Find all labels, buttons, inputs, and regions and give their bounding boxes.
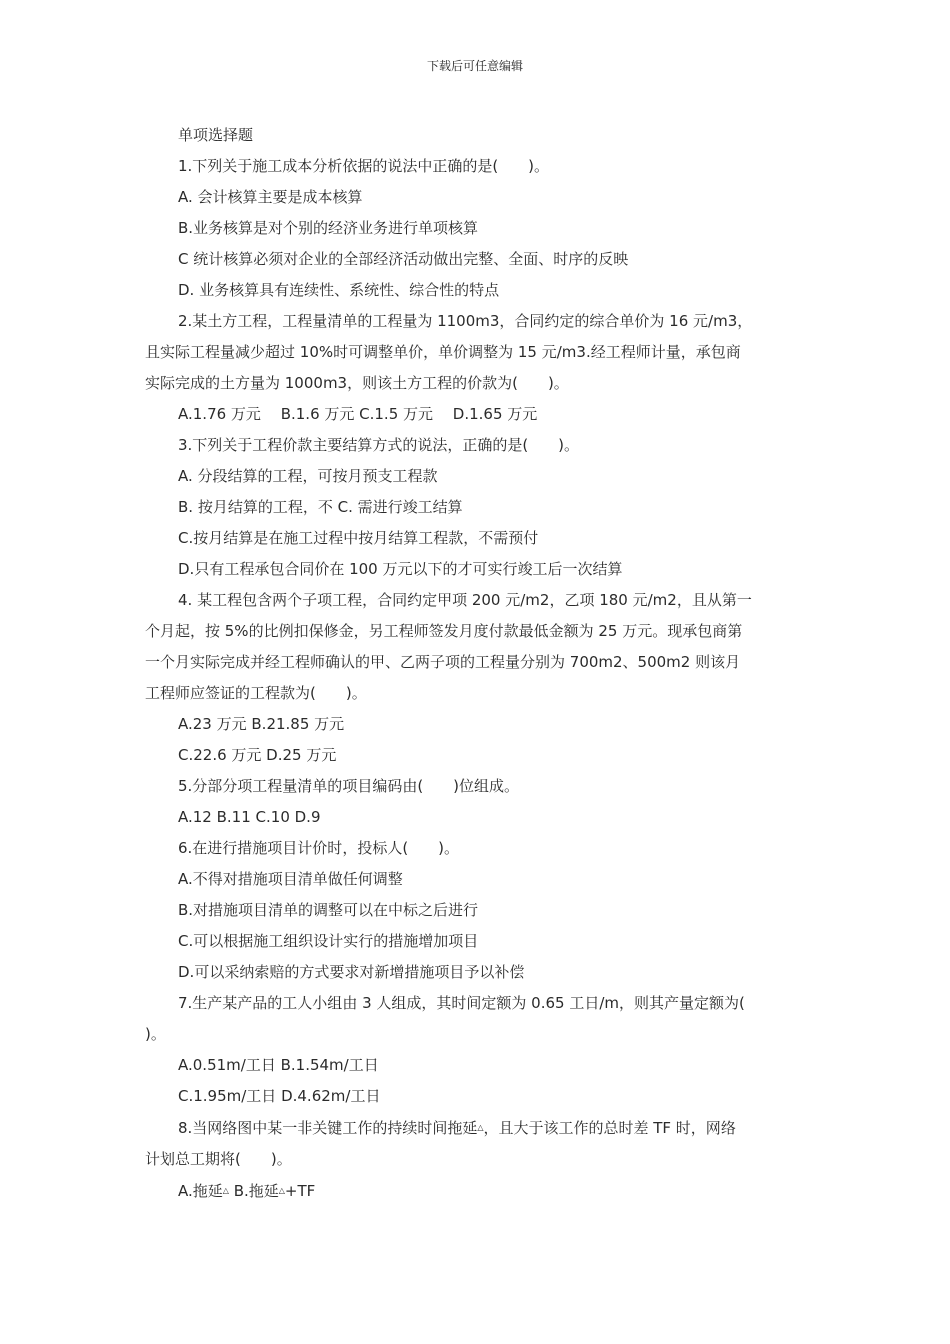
question-3-option-b: B. 按月结算的工程，不 C. 需进行竣工结算 [178, 498, 463, 516]
question-1-option-c: C 统计核算必须对企业的全部经济活动做出完整、全面、时序的反映 [178, 250, 629, 268]
section-title: 单项选择题 [178, 126, 254, 144]
triangle-symbol-icon: △ [222, 1186, 229, 1195]
question-7-options-cd: C.1.95m/工日 D.4.62m/工日 [178, 1087, 381, 1105]
question-7-stem-line-1: 7.生产某产品的工人小组由 3 人组成，其时间定额为 0.65 工日/m，则其产量定额为( [178, 994, 745, 1012]
triangle-symbol-icon: △ [477, 1123, 484, 1132]
question-6-option-a: A.不得对措施项目清单做任何调整 [178, 870, 403, 888]
question-1-option-a: A. 会计核算主要是成本核算 [178, 188, 363, 206]
question-2-stem-line-3: 实际完成的土方量为 1000m3，则该土方工程的价款为( )。 [145, 374, 569, 392]
document-body [145, 120, 810, 1207]
question-3-stem: 3.下列关于工程价款主要结算方式的说法，正确的是( )。 [178, 436, 580, 454]
question-8-stem-line-1 [145, 1112, 810, 1144]
question-7-stem-line-2: )。 [145, 1025, 166, 1043]
question-3-option-d: D.只有工程承包合同价在 100 万元以下的才可实行竣工后一次结算 [178, 560, 623, 578]
question-2-stem-line-2: 且实际工程量减少超过 10%时可调整单价，单价调整为 15 元/m3.经工程师计量，承包商 [145, 343, 741, 361]
question-3-option-a: A. 分段结算的工程，可按月预支工程款 [178, 467, 438, 485]
question-8-option-b: B.拖延 [228, 1182, 279, 1200]
question-8-stem-text-b: ，且大于该工作的总时差 TF 时，网络 [483, 1119, 736, 1137]
question-8-stem-text-a: 8.当网络图中某一非关键工作的持续时间拖延 [178, 1119, 478, 1137]
question-1-option-d: D. 业务核算具有连续性、系统性、综合性的特点 [178, 281, 500, 299]
question-6-option-c: C.可以根据施工组织设计实行的措施增加项目 [178, 932, 479, 950]
question-4-stem-line-1: 4. 某工程包含两个子项工程，合同约定甲项 200 元/m2，乙项 180 元/m2，且从第一 [178, 591, 752, 609]
question-4-stem-line-2: 个月起，按 5%的比例扣保修金，另工程师签发月度付款最低金额为 25 万元。现承包商第 [145, 622, 743, 640]
question-7-options-ab: A.0.51m/工日 B.1.54m/工日 [178, 1056, 379, 1074]
question-5-stem: 5.分部分项工程量清单的项目编码由( )位组成。 [178, 777, 520, 795]
question-4-options-cd: C.22.6 万元 D.25 万元 [178, 746, 337, 764]
question-6-option-d: D.可以采纳索赔的方式要求对新增措施项目予以补偿 [178, 963, 525, 981]
question-4-stem-line-3: 一个月实际完成并经工程师确认的甲、乙两子项的工程量分别为 700m2、500m2 则该月 [145, 653, 741, 671]
question-8-option-a: A.拖延 [178, 1182, 223, 1200]
question-1-stem: 1.下列关于施工成本分析依据的说法中正确的是( )。 [178, 157, 550, 175]
question-6-stem: 6.在进行措施项目计价时，投标人( )。 [178, 839, 460, 857]
question-4-options-ab: A.23 万元 B.21.85 万元 [178, 715, 345, 733]
question-3-option-c: C.按月结算是在施工过程中按月结算工程款，不需预付 [178, 529, 539, 547]
question-6-option-b: B.对措施项目清单的调整可以在中标之后进行 [178, 901, 479, 919]
question-2-options: A.1.76 万元 B.1.6 万元 C.1.5 万元 D.1.65 万元 [178, 405, 538, 423]
question-4-stem-line-4: 工程师应签证的工程款为( )。 [145, 684, 367, 702]
question-8-option-b-suffix: +TF [284, 1182, 316, 1200]
question-2-stem-line-1: 2.某土方工程，工程量清单的工程量为 1100m3，合同约定的综合单价为 16 元/m3， [178, 312, 753, 330]
question-1-option-b: B.业务核算是对个别的经济业务进行单项核算 [178, 219, 479, 237]
question-8-stem-line-2: 计划总工期将( )。 [145, 1150, 292, 1168]
question-8-options [145, 1175, 810, 1207]
page-header: 下载后可任意编辑 [426, 59, 523, 73]
triangle-symbol-icon: △ [278, 1186, 285, 1195]
question-5-options: A.12 B.11 C.10 D.9 [178, 808, 321, 826]
